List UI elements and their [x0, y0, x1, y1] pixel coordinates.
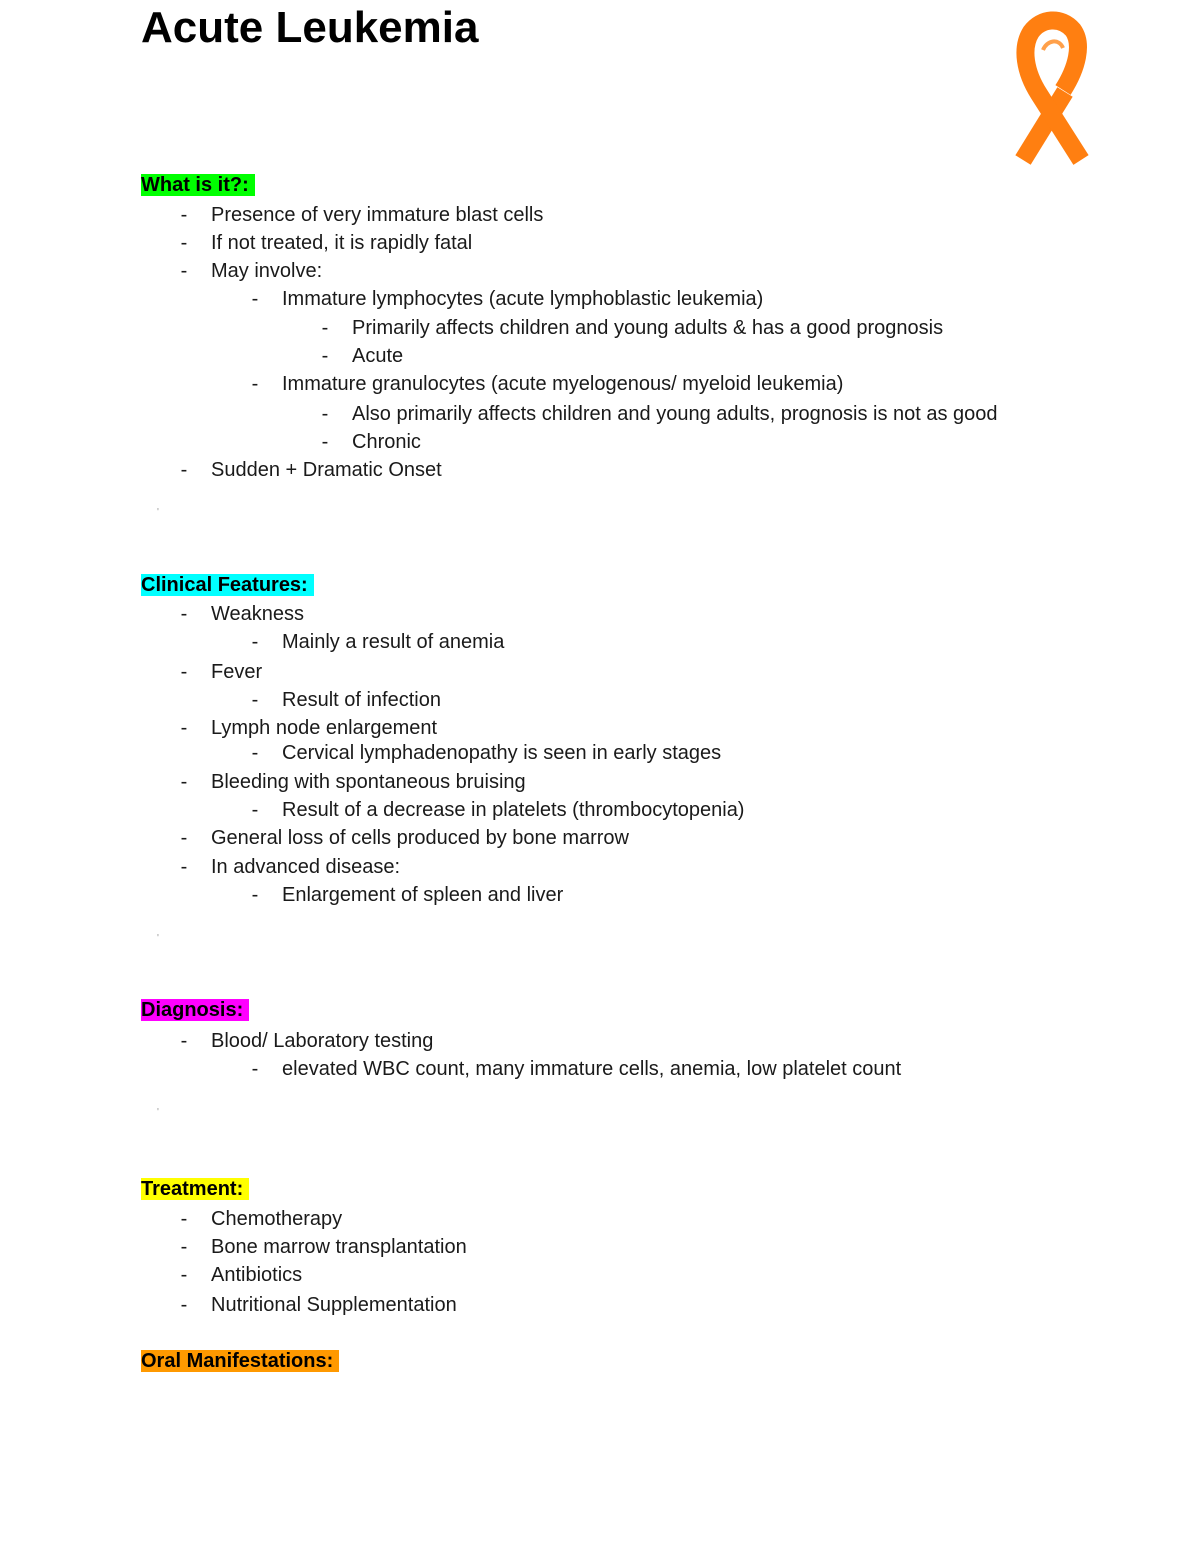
section-heading-treatment: Treatment:	[141, 1176, 249, 1202]
page-title: Acute Leukemia	[141, 3, 479, 52]
list-item: - elevated WBC count, many immature cells, anemia, low platelet count	[251, 1058, 902, 1080]
list-item: - Immature granulocytes (acute myelogenous/ myeloid leukemia)	[251, 373, 844, 395]
list-item: - Immature lymphocytes (acute lymphoblastic leukemia)	[251, 288, 764, 310]
list-item: - Lymph node enlargement	[180, 717, 438, 739]
list-item: - Blood/ Laboratory testing	[180, 1030, 434, 1052]
section-heading-diagnosis: Diagnosis:	[141, 997, 249, 1023]
stray-mark: '	[157, 933, 159, 944]
list-item: - Chronic	[321, 431, 421, 453]
stray-mark: '	[157, 507, 159, 518]
list-item: - Result of infection	[251, 689, 441, 711]
list-item: - Bone marrow transplantation	[180, 1236, 467, 1258]
list-item: - Nutritional Supplementation	[180, 1294, 457, 1316]
section-heading-clinical: Clinical Features:	[141, 572, 314, 598]
section-heading-what: What is it?:	[141, 172, 255, 198]
list-item: - Result of a decrease in platelets (thrombocytopenia)	[251, 799, 745, 821]
list-item: - In advanced disease:	[180, 856, 401, 878]
list-item: - General loss of cells produced by bone marrow	[180, 827, 629, 849]
list-item: - Enlargement of spleen and liver	[251, 884, 564, 906]
list-item: - Primarily affects children and young adults & has a good prognosis	[321, 317, 944, 339]
list-item: - Weakness	[180, 603, 305, 625]
section-heading-oral: Oral Manifestations:	[141, 1348, 339, 1374]
list-item: - May involve:	[180, 260, 323, 282]
list-item: - If not treated, it is rapidly fatal	[180, 232, 473, 254]
list-item: - Acute	[321, 345, 404, 367]
list-item: - Chemotherapy	[180, 1208, 343, 1230]
list-item: - Mainly a result of anemia	[251, 631, 505, 653]
list-item: - Cervical lymphadenopathy is seen in early stages	[251, 742, 722, 764]
list-item: - Sudden + Dramatic Onset	[180, 459, 442, 481]
list-item: - Also primarily affects children and young adults, prognosis is not as good	[321, 403, 998, 425]
list-item: - Antibiotics	[180, 1264, 303, 1286]
list-item: - Fever	[180, 661, 263, 683]
orange-awareness-ribbon-icon	[1003, 10, 1101, 168]
list-item: - Bleeding with spontaneous bruising	[180, 771, 526, 793]
list-item: - Presence of very immature blast cells	[180, 204, 544, 226]
stray-mark: '	[157, 1107, 159, 1118]
